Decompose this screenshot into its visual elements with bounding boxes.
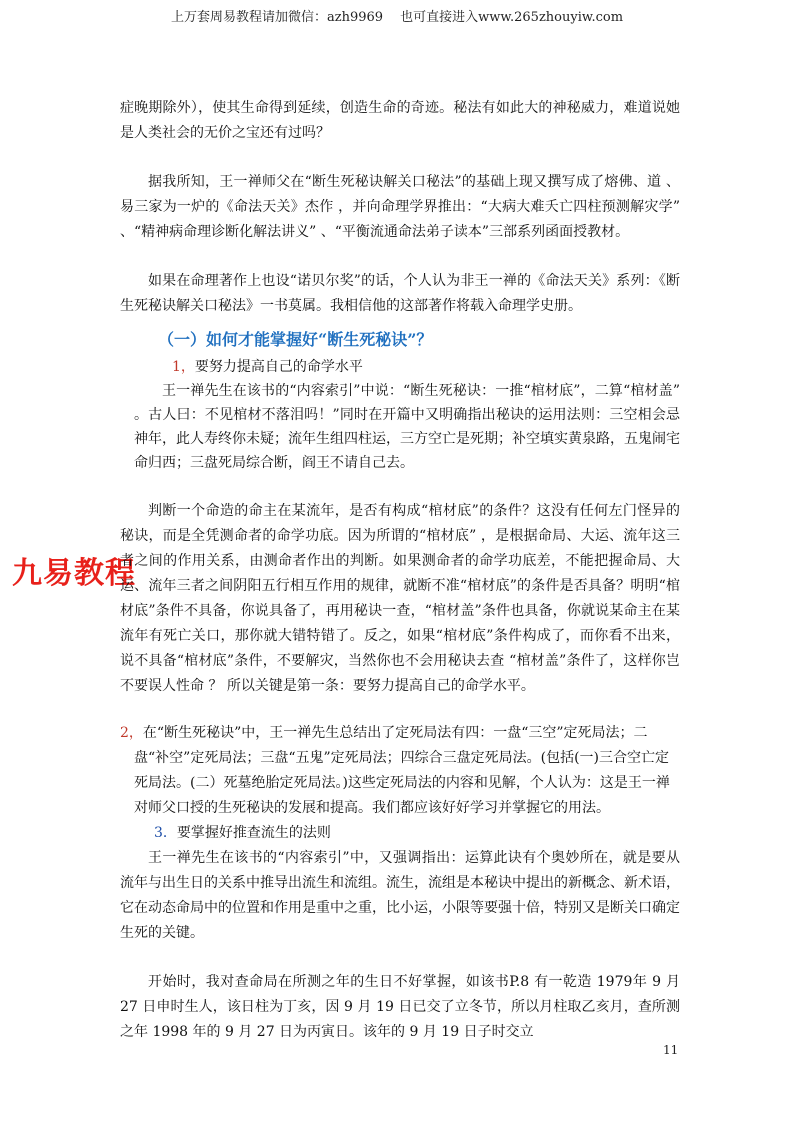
item-3-heading: 要掌握好推查流生的法则 <box>176 825 331 841</box>
item-3-number: 3． <box>154 825 177 841</box>
watermark-logo: 九易教程 <box>12 556 136 591</box>
item-1-number: 1， <box>172 359 195 375</box>
item-1-body: 王一禅先生在该书的“内容索引”中说：“断生死秘诀：一推“棺材底”，二算“棺材盖” 。古人曰：不见棺材不落泪吗！”同时在开篇中又明确指出秘诀的运用法则：三空相会忌神年，此人寿终你未疑；流年生组四柱运，三方空亡是死期；补空填实黄泉路，五鬼闹宅命归西；三盘死局综合断，阎王不请自己去。 <box>134 383 680 471</box>
document-body <box>120 96 680 1045</box>
item-1-heading: 要努力提高自己的命学水平 <box>194 359 363 375</box>
item-2-number: 2， <box>120 725 143 741</box>
paragraph-judgement: 判断一个命造的命主在某流年，是否有构成“棺材底”的条件？这没有任何左门怪异的秘诀，而是全凭测命者的命学功底。因为所谓的“棺材底” ，是根据命局、大运、流年这三者之间的作用关系，由测命者作出的判断。如果测命者的命学功底差，不能把握命局、大运、流年三者之间阴阳五行相互作用的规律，就断不准“棺材底”的条件是否具备？明明“棺材底”条件不具备，你说具备了，再用秘诀一查，“棺材盖”条件也具备，你就说某命主在某流年有死亡关口，那你就大错特错了。反之，如果“棺材底”条件构成了，而你看不出来，说不具备“棺材底”条件，不要解灾，当然你也不会用秘诀去查 “棺材盖”条件了，这样你岂不要误人性命 ？ 所以关键是第一条：要努力提高自己的命学水平。 <box>120 503 680 694</box>
item-1 <box>134 355 680 475</box>
paragraph-continuation: 症晚期除外），使其生命得到延续，创造生命的奇迹。秘法有如此大的神秘威力，难道说她是人类社会的无价之宝还有过吗？ <box>120 100 680 141</box>
paragraph-closing: 开始时，我对查命局在所测之年的生日不好掌握，如该书P.8 有一乾造 1979年 9 月 27 日申时生人，该日柱为丁亥，因 9 月 19 日已交了立冬节，所以月柱取乙亥月，查所测之年 1998 年的 9 月 27 日为丙寅日。该年的 9 月 19 日子时交立 <box>120 974 680 1040</box>
section-title: （一）如何才能掌握好“断生死秘诀”？ <box>158 330 433 349</box>
item-2-body: 在“断生死秘诀”中，王一禅先生总结出了定死局法有四：一盘“三空”定死局法；二盘“补空”定死局法；三盘“五鬼”定死局法；四综合三盘定死局法。(包括(一)三合空亡定死局法。(二）死墓绝胎定死局法。)这些定死局法的内容和见解，个人认为：这是王一禅对师父口授的生死秘诀的发展和提高。我们都应该好好学习并掌握它的用法。 <box>134 725 670 816</box>
item-2 <box>120 721 680 821</box>
paragraph-wang-yichan: 据我所知，王一禅师父在“断生死秘诀解关口秘法”的基础上现又撰写成了熔佛、道 、易三家为一炉的《命法天关》杰作 ，并向命理学界推出：“大病大难夭亡四柱预测解灾学” 、“精神病命理诊断化解法讲义” 、“平衡流通命法弟子读本”三部系列函面授教材。 <box>120 174 680 240</box>
page-header: 上万套周易教程请加微信：azh9969 也可直接进入www.265zhouyiw.com <box>170 10 624 25</box>
item-3-heading-row <box>154 821 680 846</box>
page-number: 11 <box>663 1043 679 1057</box>
paragraph-nobel: 如果在命理著作上也设“诺贝尔奖”的话，个人认为非王一禅的《命法天关》系列：《断生死秘诀解关口秘法》一书莫属。我相信他的这部著作将载入命理学史册。 <box>120 273 680 314</box>
item-3-body: 王一禅先生在该书的“内容索引”中，又强调指出：运算此诀有个奥妙所在，就是要从流年与出生日的关系中推导出流生和流组。流生，流组是本秘诀中提出的新概念、新术语，它在动态命局中的位置和作用是重中之重，比小运，小限等要强十倍，特别又是断关口确定生死的关键。 <box>120 850 680 941</box>
item-1-heading-row <box>172 355 680 379</box>
